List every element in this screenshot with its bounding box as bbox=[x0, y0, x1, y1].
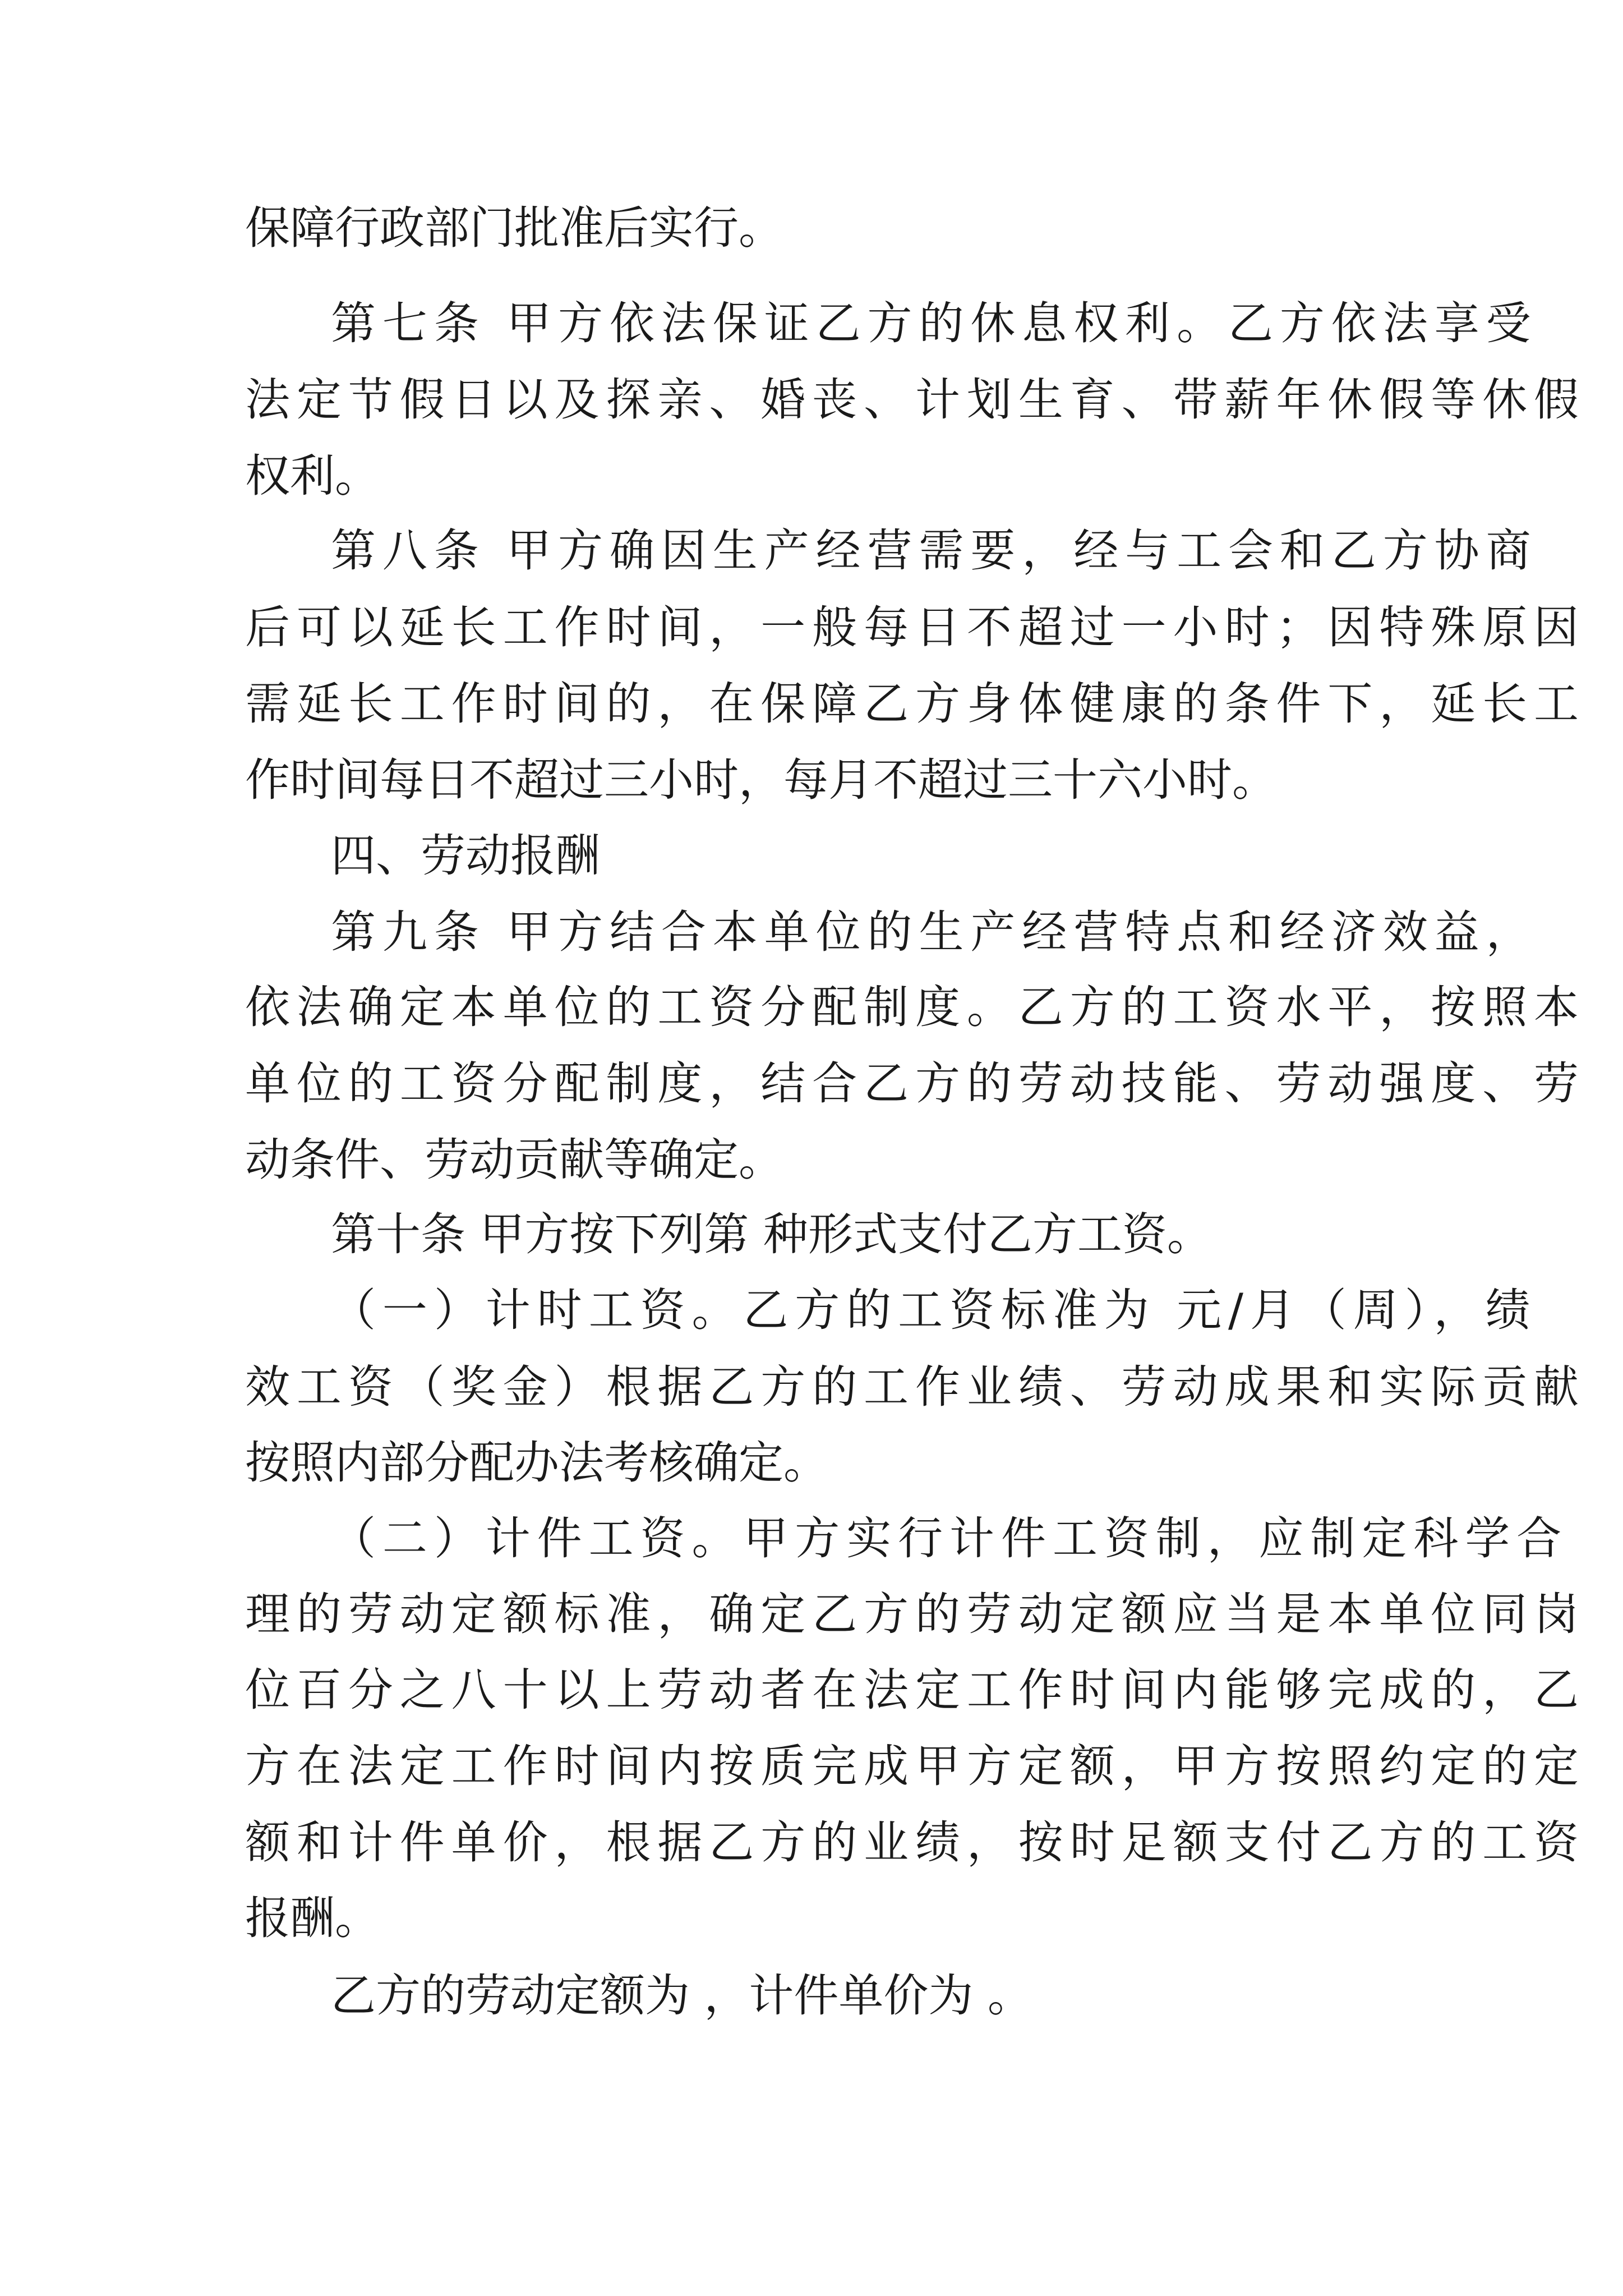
article-9-wage-system: 动条件、劳动贡献等确定。 bbox=[245, 1134, 783, 1186]
article-7-rest-rights: 第七条 甲方依法保证乙方的休息权利。乙方依法享受 bbox=[331, 297, 1538, 349]
article-10-payment-form: 第十条 甲方按下列第 种形式支付乙方工资。 bbox=[331, 1208, 1212, 1260]
piece-quota-and-unit-price: 乙方的劳动定额为 ，计件单价为 。 bbox=[331, 1970, 1032, 2022]
article-9-wage-system: 单位的工资分配制度，结合乙方的劳动技能、劳动强度、劳 bbox=[245, 1057, 1585, 1110]
article-7-rest-rights: 法定节假日以及探亲、婚丧、计划生育、带薪年休假等休假 bbox=[245, 374, 1585, 426]
clause-2-piece-wage: 理的劳动定额标准，确定乙方的劳动定额应当是本单位同岗 bbox=[245, 1588, 1585, 1640]
clause-1-time-wage: 按照内部分配办法考核确定。 bbox=[245, 1437, 828, 1489]
clause-1-time-wage: （一）计时工资。乙方的工资标准为 元/月（周），绩 bbox=[331, 1284, 1537, 1336]
clause-2-piece-wage: 报酬。 bbox=[245, 1892, 380, 1944]
clause-2-piece-wage: （二）计件工资。甲方实行计件工资制，应制定科学合 bbox=[331, 1512, 1569, 1565]
section-4-heading: 四、劳动报酬 bbox=[331, 830, 600, 882]
paragraph-approval-text: 保障行政部门批准后实行。 bbox=[245, 202, 783, 254]
article-9-wage-system: 依法确定本单位的工资分配制度。乙方的工资水平，按照本 bbox=[245, 981, 1585, 1033]
article-8-working-hours: 第八条 甲方确因生产经营需要，经与工会和乙方协商 bbox=[331, 524, 1538, 577]
clause-2-piece-wage: 方在法定工作时间内按质完成甲方定额，甲方按照约定的定 bbox=[245, 1740, 1585, 1792]
article-8-working-hours: 后可以延长工作时间，一般每日不超过一小时；因特殊原因 bbox=[245, 601, 1585, 654]
article-7-rest-rights: 权利。 bbox=[245, 450, 380, 502]
clause-2-piece-wage: 位百分之八十以上劳动者在法定工作时间内能够完成的，乙 bbox=[245, 1664, 1585, 1716]
article-9-wage-system: 第九条 甲方结合本单位的生产经营特点和经济效益， bbox=[331, 906, 1538, 958]
article-8-working-hours: 作时间每日不超过三小时，每月不超过三十六小时。 bbox=[245, 754, 1277, 806]
clause-2-piece-wage: 额和计件单价，根据乙方的业绩，按时足额支付乙方的工资 bbox=[245, 1816, 1585, 1869]
clause-1-time-wage: 效工资（奖金）根据乙方的工作业绩、劳动成果和实际贡献 bbox=[245, 1361, 1585, 1413]
article-8-working-hours: 需延长工作时间的，在保障乙方身体健康的条件下，延长工 bbox=[245, 678, 1585, 730]
